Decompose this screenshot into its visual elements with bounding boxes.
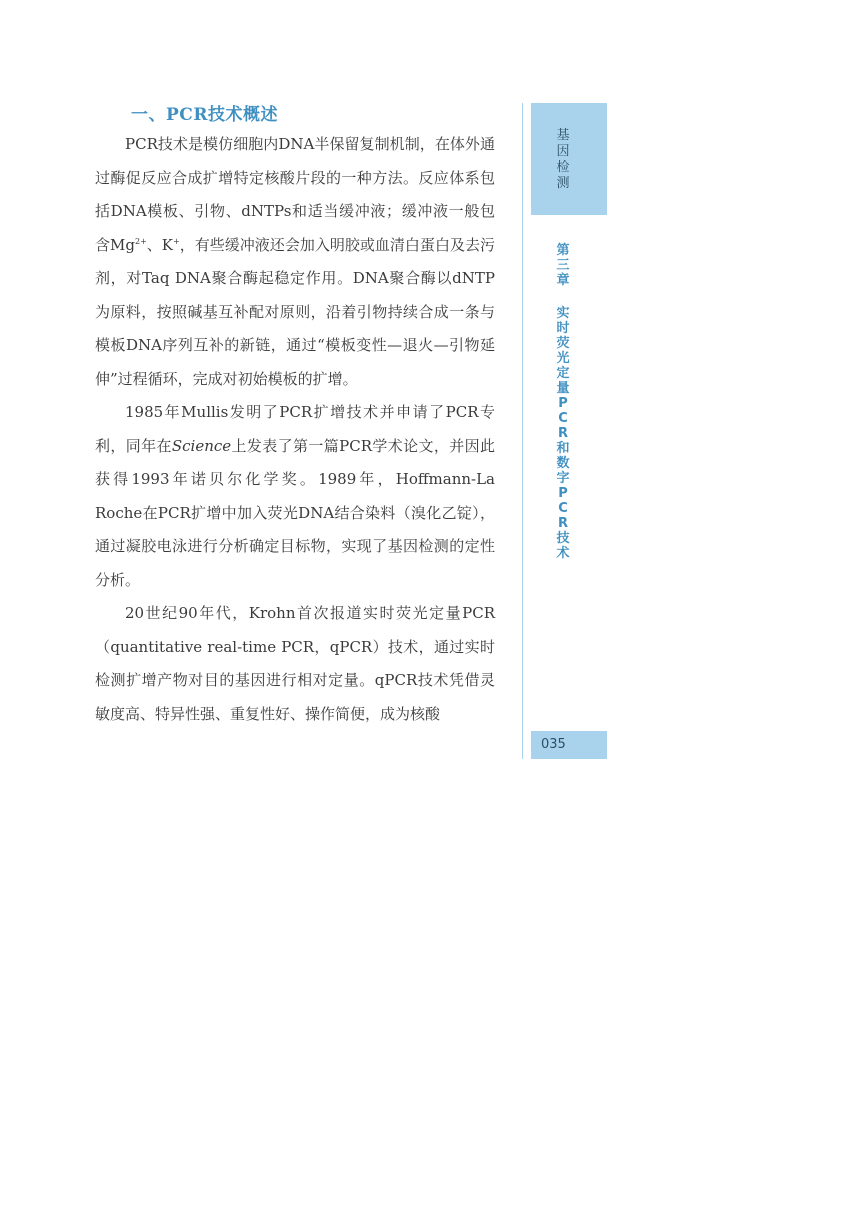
chapter-number: 第三章 [556,243,570,288]
paragraph-pcr-overview [95,128,495,396]
section-heading: 一、PCR技术概述 [131,105,278,125]
paragraph-history [95,396,495,597]
paragraph-qpcr: 20世纪90年代，Krohn首次报道实时荧光定量PCR（quantitative real-time PCR，qPCR）技术，通过实时检测扩增产物对目的基因进行相对定量。qPCR技术凭借灵敏度高、特异性强、重复性好、操作简便，成为核酸 [95,604,495,723]
superscript-2plus: 2+ [134,236,147,246]
paragraph-1-mid: 、K [146,235,174,254]
chapter-name: 实时荧光定量PCR和数字PCR技术 [556,306,570,561]
page-number: 035 [541,737,566,752]
paragraph-1-end: ，有些缓冲液还会加入明胶或血清白蛋白及去污剂，对Taq DNA聚合酶起稳定作用。DNA聚合酶以dNTP为原料，按照碱基互补配对原则，沿着引物持续合成一条与模板DNA序列互补的新链，通过“模板变性—退火—引物延伸”过程循环，完成对初始模板的扩增。 [95,235,495,388]
paragraph-2-text-b: 上发表了第一篇PCR学术论文，并因此获得1993年诺贝尔化学奖。1989年，Hoffmann-La Roche在PCR扩增中加入荧光DNA结合染料（溴化乙锭），通过凝胶电泳进行分析确定目标物，实现了基因检测的定性分析。 [95,436,495,589]
chapter-gap [554,288,572,306]
vertical-divider [522,103,523,759]
paragraph-1-text: PCR技术是模仿细胞内DNA半保留复制机制，在体外通过酶促反应合成扩增特定核酸片段的一种方法。反应体系包括DNA模板、引物、dNTPs和适当缓冲液；缓冲液一般包含Mg [95,135,495,254]
chapter-title [554,243,572,561]
book-title: 基因检测 [556,128,570,191]
superscript-plus: + [173,236,180,246]
body-text [95,128,495,731]
journal-name: Science [171,436,232,455]
paragraph-2-text-a: 1985年Mullis发明了PCR扩增技术并申请了PCR专利，同年在 [95,403,495,455]
